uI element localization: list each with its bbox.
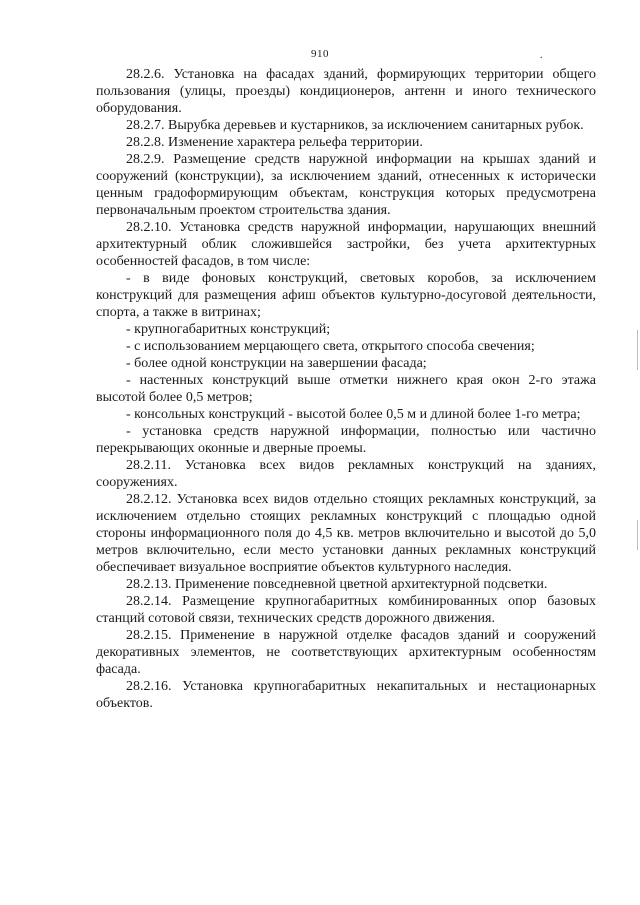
paragraph-28-2-16: 28.2.16. Установка крупногабаритных некапитальных и нестационарных объектов. (96, 679, 596, 711)
list-item: - крупногабаритных конструкций; (126, 322, 331, 337)
paragraph-28-2-13: 28.2.13. Применение повседневной цветной архитектурной подсветки. (126, 577, 548, 592)
paragraph-28-2-12: 28.2.12. Установка всех видов отдельно стоящих рекламных конструкций, за исключением отдельно стоящих рекламных конструкций с площадью одной стороны информационного поля до 4,5 кв. метров включительно и высотой до 5,0 метров включительно, если место установки данных рекламных конструкций обеспечивает визуальное восприятие объектов культурного наследия. (96, 492, 596, 575)
scan-edge-mark (637, 520, 638, 550)
paragraph-28-2-10: 28.2.10. Установка средств наружной информации, нарушающих внешний архитектурный облик сложившейся застройки, без учета архитектурных особенностей фасадов, в том числе: (96, 220, 596, 269)
corner-mark: . (540, 50, 543, 61)
paragraph-28-2-7: 28.2.7. Вырубка деревьев и кустарников, за исключением санитарных рубок. (126, 118, 584, 133)
list-item: - настенных конструкций выше отметки нижнего края окон 2-го этажа высотой более 0,5 метров; (96, 373, 596, 405)
paragraph-28-2-11: 28.2.11. Установка всех видов рекламных конструкций на зданиях, сооружениях. (96, 458, 596, 490)
paragraph-28-2-9: 28.2.9. Размещение средств наружной информации на крышах зданий и сооружений (конструкции), за исключением зданий, отнесенных к исторически ценным градоформирующим объектам, конструкция которых предусмотрена первоначальным проектом строительства здания. (96, 152, 596, 218)
scan-edge-mark (637, 330, 638, 370)
list-item: - установка средств наружной информации, полностью или частично перекрывающих оконные и дверные проемы. (96, 424, 596, 456)
list-item: - с использованием мерцающего света, открытого способа свечения; (126, 339, 535, 354)
paragraph-28-2-15: 28.2.15. Применение в наружной отделке фасадов зданий и сооружений декоративных элементов, не соответствующих архитектурным особенностям фасада. (96, 628, 596, 677)
page-number: 910 (311, 48, 329, 60)
document-body (96, 66, 596, 712)
paragraph-28-2-6: 28.2.6. Установка на фасадах зданий, формирующих территории общего пользования (улицы, проезды) кондиционеров, антенн и иного технического оборудования. (96, 67, 596, 116)
list-item: - консольных конструкций - высотой более 0,5 м и длиной более 1-го метра; (126, 407, 581, 422)
list-item: - более одной конструкции на завершении фасада; (126, 356, 427, 371)
list-item: - в виде фоновых конструкций, световых коробов, за исключением конструкций для размещения афиш объектов культурно-досуговой деятельности, спорта, а также в витринах; (96, 271, 596, 320)
paragraph-28-2-14: 28.2.14. Размещение крупногабаритных комбинированных опор базовых станций сотовой связи, технических средств дорожного движения. (96, 594, 596, 626)
paragraph-28-2-8: 28.2.8. Изменение характера рельефа территории. (126, 135, 423, 150)
